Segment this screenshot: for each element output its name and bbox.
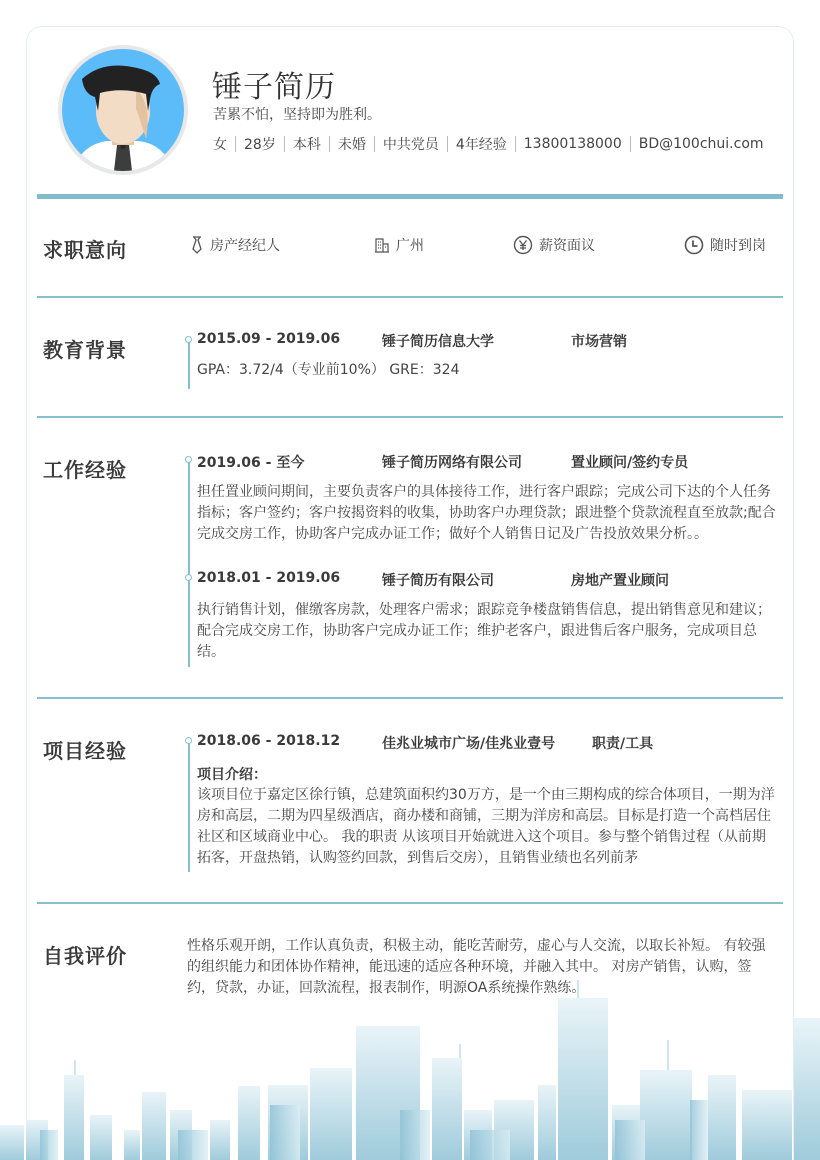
- header-divider: [37, 194, 783, 199]
- info-marital: 未婚: [337, 137, 366, 153]
- section-title-intent: 求职意向: [43, 238, 127, 262]
- project-name: 佳兆业城市广场/佳兆业壹号: [382, 736, 556, 752]
- work-detail-1: 担任置业顾问期间，主要负责客户的具体接待工作，进行客户跟踪；完成公司下达的个人任务指标；客户签约；客户按揭资料的收集，协助客户办理贷款；跟进整个贷款流程直至放款;配合完成交房工作，协助客户完成办证工作；做好个人销售日记及广告投放效果分析。。: [197, 484, 776, 542]
- tie-icon: [190, 236, 204, 254]
- work-period-2: 2018.01 - 2019.06: [197, 570, 341, 586]
- candidate-name: 锤子简历: [212, 70, 336, 105]
- section-divider: [37, 697, 783, 699]
- basic-info-row: [213, 134, 764, 154]
- avatar: [58, 45, 188, 175]
- project-detail: 该项目位于嘉定区徐行镇，总建筑面积约30万方，是一个由三期构成的综合体项目，一期为洋房和高层，二期为四星级酒店，商办楼和商铺，三期为洋房和高层。目标是打造一个高档居住社区和区域商业中心。 我的职责 从该项目开始就进入这个项目。参与整个销售过程（从前期拓客，开盘热销，认购签约回款，到售后交房），且销售业绩也名列前茅: [197, 787, 775, 866]
- work-company-2: 锤子简历有限公司: [382, 573, 494, 589]
- yen-icon: [513, 235, 533, 255]
- work-detail-2: 执行销售计划，催缴客房款，处理客户需求；跟踪竞争楼盘销售信息，提出销售意见和建议；配合完成交房工作，协助客户完成办证工作；维护老客户，跟进售后客户服务，完成项目总结。: [197, 602, 771, 660]
- timeline-dot: [185, 456, 192, 463]
- project-intro-label: 项目介绍：: [197, 767, 267, 783]
- candidate-motto: 苦累不怕，坚持即为胜利。: [213, 107, 381, 123]
- edu-period: 2015.09 - 2019.06: [197, 331, 341, 347]
- section-divider: [37, 296, 783, 298]
- intent-salary: 薪资面议: [513, 235, 595, 255]
- building-icon: [374, 237, 390, 253]
- timeline-dot: [185, 574, 192, 581]
- edu-detail: GPA：3.72/4（专业前10%） GRE：324: [197, 362, 460, 378]
- timeline-dot: [185, 336, 192, 343]
- intent-availability: 随时到岗: [684, 235, 766, 255]
- edu-major: 市场营销: [571, 334, 627, 350]
- section-divider: [37, 416, 783, 418]
- work-company-1: 锤子简历网络有限公司: [382, 455, 522, 471]
- project-role: 职责/工具: [592, 736, 654, 752]
- self-evaluation-text: 性格乐观开朗，工作认真负责，积极主动，能吃苦耐劳，虚心与人交流，以取长补短。 有较强的组织能力和团体协作精神，能迅速的适应各种环境，并融入其中。 对房产销售，认购，签约，贷款，办证，回款流程，报表制作，明源OA系统操作熟练。: [187, 938, 766, 996]
- intent-city: 广州: [374, 235, 424, 255]
- section-title-self: 自我评价: [43, 944, 127, 968]
- avatar-illustration-icon: [62, 49, 184, 171]
- info-age: 28岁: [244, 137, 276, 153]
- project-period: 2018.06 - 2018.12: [197, 733, 341, 749]
- section-title-education: 教育背景: [43, 338, 127, 362]
- info-degree: 本科: [292, 137, 321, 153]
- section-divider: [37, 902, 783, 904]
- work-role-2: 房地产置业顾问: [571, 573, 669, 589]
- work-period-1: 2019.06 - 至今: [197, 455, 305, 471]
- info-phone: 13800138000: [523, 136, 622, 152]
- work-role-1: 置业顾问/签约专员: [571, 455, 689, 471]
- info-gender: 女: [213, 137, 227, 153]
- section-title-project: 项目经验: [43, 739, 127, 763]
- timeline-dot: [185, 737, 192, 744]
- timeline-line: [188, 339, 190, 389]
- edu-school: 锤子简历信息大学: [382, 334, 494, 350]
- intent-position: 房产经纪人: [190, 235, 280, 255]
- timeline-line: [188, 740, 190, 872]
- info-experience: 4年经验: [455, 137, 507, 153]
- city-skyline-icon: [0, 980, 820, 1160]
- clock-icon: [684, 235, 704, 255]
- section-title-work: 工作经验: [43, 458, 127, 482]
- info-political: 中共党员: [382, 137, 439, 153]
- timeline-line: [188, 459, 190, 667]
- info-email: BD@100chui.com: [638, 136, 764, 152]
